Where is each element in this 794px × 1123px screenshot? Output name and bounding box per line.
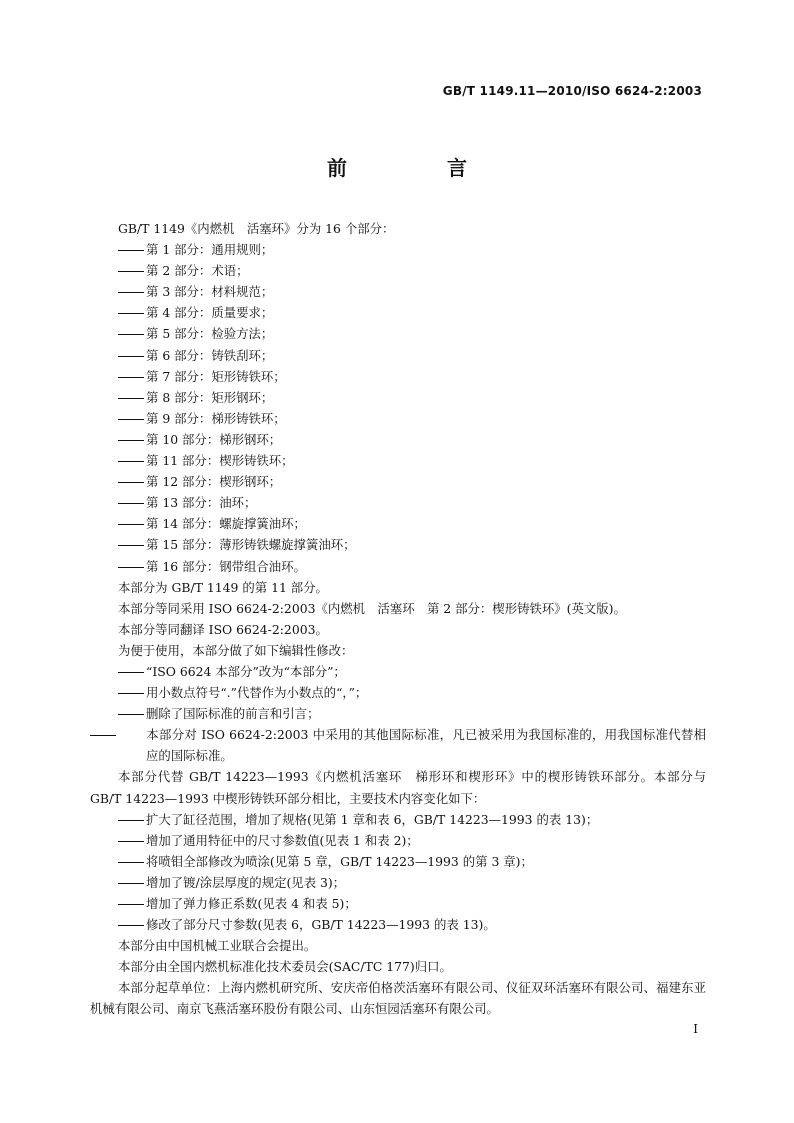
list-item: 第 11 部分：楔形铸铁环；	[118, 450, 706, 471]
dash-mark	[118, 281, 146, 302]
dash-mark	[118, 724, 146, 745]
replace-paragraph: 本部分代替 GB/T 14223—1993《内燃机活塞环 梯形环和楔形环》中的楔形铸铁环部分。本部分与 GB/T 14223—1993 中楔形铸铁环部分相比，主要技术内容变化如下：	[90, 769, 706, 806]
dash-mark	[118, 851, 146, 872]
dash-mark	[118, 809, 146, 830]
part-of-paragraph: 本部分为 GB/T 1149 的第 11 部分。	[118, 579, 328, 595]
dash-mark	[118, 323, 146, 344]
dash-mark	[118, 556, 146, 577]
translate-paragraph: 本部分等同翻译 ISO 6624-2:2003。	[118, 621, 328, 637]
list-item: 第 9 部分：梯形铸铁环；	[118, 408, 706, 429]
list-item: 本部分对 ISO 6624-2:2003 中采用的其他国际标准，凡已被采用为我国标准的，用我国标准代替相应的国际标准。	[118, 724, 706, 766]
dash-mark	[118, 893, 146, 914]
dash-mark	[118, 471, 146, 492]
changes-list	[90, 809, 706, 936]
dash-mark	[118, 872, 146, 893]
centralized-paragraph: 本部分由全国内燃机标准化技术委员会(SAC/TC 177)归口。	[118, 959, 452, 975]
dash-mark	[118, 429, 146, 450]
list-item: 增加了通用特征中的尺寸参数值(见表 1 和表 2)；	[118, 830, 706, 851]
list-item: 第 2 部分：术语；	[118, 260, 706, 281]
list-item: 增加了弹力修正系数(见表 4 和表 5)；	[118, 893, 706, 914]
list-item: 第 7 部分：矩形铸铁环；	[118, 366, 706, 387]
list-item: 第 4 部分：质量要求；	[118, 302, 706, 323]
list-item: 第 5 部分：检验方法；	[118, 323, 706, 344]
edits-intro-paragraph: 为便于使用，本部分做了如下编辑性修改：	[118, 642, 354, 658]
dash-mark	[118, 830, 146, 851]
page-number: I	[693, 1022, 698, 1036]
dash-mark	[118, 366, 146, 387]
dash-mark	[118, 260, 146, 281]
adopt-paragraph: 本部分等同采用 ISO 6624-2:2003《内燃机 活塞环 第 2 部分：楔形铸铁环》(英文版)。	[118, 600, 626, 616]
dash-mark	[118, 450, 146, 471]
proposed-paragraph: 本部分由中国机械工业联合会提出。	[118, 938, 317, 954]
list-item: 增加了镀/涂层厚度的规定(见表 3)；	[118, 872, 706, 893]
dash-mark	[118, 408, 146, 429]
list-item: 修改了部分尺寸参数(见表 6，GB/T 14223—1993 的表 13)。	[118, 914, 706, 935]
dash-mark	[118, 345, 146, 366]
dash-mark	[118, 661, 146, 682]
list-item: 第 8 部分：矩形钢环；	[118, 387, 706, 408]
dash-mark	[118, 513, 146, 534]
parts-list	[90, 239, 706, 577]
page-title: 前 言	[327, 156, 507, 180]
list-item: 第 14 部分：螺旋撑簧油环；	[118, 513, 706, 534]
dash-mark	[118, 302, 146, 323]
list-item: 第 3 部分：材料规范；	[118, 281, 706, 302]
list-item: 第 6 部分：铸铁刮环；	[118, 345, 706, 366]
list-item: 将喷钼全部修改为喷涂(见第 5 章，GB/T 14223—1993 的第 3 章)；	[118, 851, 706, 872]
list-item: 删除了国际标准的前言和引言；	[118, 703, 706, 724]
list-item: 第 13 部分：油环；	[118, 492, 706, 513]
dash-mark	[118, 239, 146, 260]
list-item: “ISO 6624 本部分”改为“本部分”；	[118, 661, 706, 682]
dash-mark	[118, 914, 146, 935]
preface-body	[90, 218, 706, 1020]
dash-mark	[118, 492, 146, 513]
dash-mark	[118, 534, 146, 555]
intro-paragraph: GB/T 1149《内燃机 活塞环》分为 16 个部分：	[118, 221, 395, 236]
edits-list	[90, 661, 706, 766]
list-item: 扩大了缸径范围，增加了规格(见第 1 章和表 6，GB/T 14223—1993 的表 13)；	[118, 809, 706, 830]
list-item: 第 15 部分：薄形铸铁螺旋撑簧油环；	[118, 534, 706, 555]
dash-mark	[118, 703, 146, 724]
list-item: 第 12 部分：楔形钢环；	[118, 471, 706, 492]
drafting-paragraph: 本部分起草单位：上海内燃机研究所、安庆帝伯格茨活塞环有限公司、仪征双环活塞环有限公司、福建东亚机械有限公司、南京飞燕活塞环股份有限公司、山东恒园活塞环有限公司。	[90, 980, 706, 1017]
list-item: 用小数点符号“.”代替作为小数点的“，”；	[118, 682, 706, 703]
dash-mark	[118, 682, 146, 703]
list-item: 第 10 部分：梯形钢环；	[118, 429, 706, 450]
list-item: 第 16 部分：钢带组合油环。	[118, 556, 706, 577]
list-item: 第 1 部分：通用规则；	[118, 239, 706, 260]
standard-code: GB/T 1149.11—2010/ISO 6624-2:2003	[442, 84, 702, 98]
dash-mark	[118, 387, 146, 408]
